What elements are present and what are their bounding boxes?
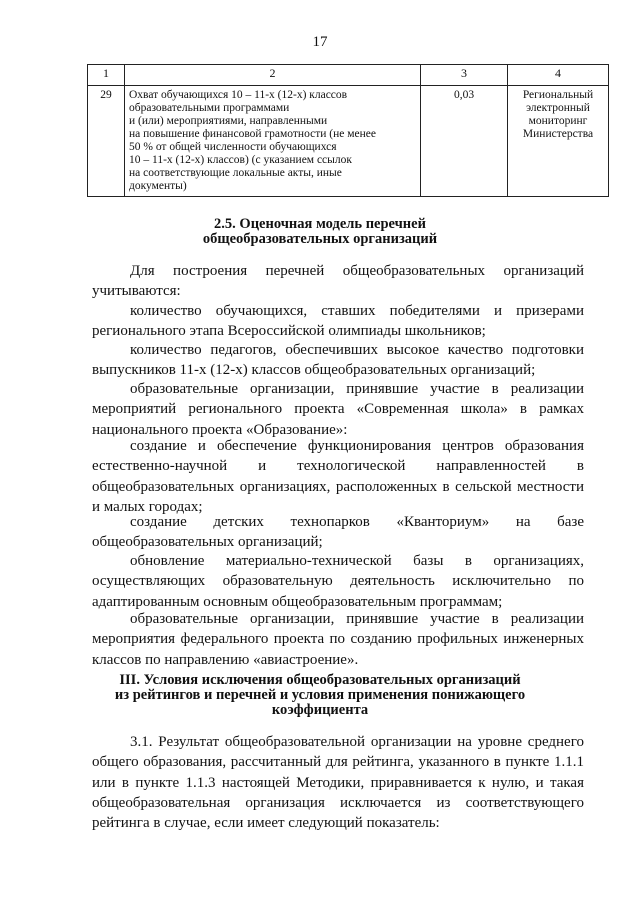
paragraph: образовательные организации, принявшие участие в реализации мероприятий регионального проекта «Современная школа» в рамках национального проекта «Образование»: [92,381,584,438]
criteria-table [87,64,609,197]
table-header-cell: 4 [508,65,609,86]
paragraph: обновление материально-технической базы в организациях, осуществляющих образовательную деятельность исключительно по адаптированным основным общеобразовательным программам; [92,553,584,610]
paragraph: образовательные организации, принявшие участие в реализации мероприятия федерального проекта по созданию профильных инженерных классов по направлению «авиастроение». [92,611,584,668]
section-3-title: III. Условия исключения общеобразовательных организаций из рейтингов и перечней и условия применения понижающего коэффициента [114,672,526,718]
paragraph: создание детских технопарков «Кванториум» на базе общеобразовательных организаций; [92,514,584,551]
row-source: Региональный электронный мониторинг Министерства [508,86,609,197]
paragraph: Для построения перечней общеобразовательных организаций учитываются: [92,263,584,300]
paragraph: создание и обеспечение функционирования центров образования естественно-научной и технологической направленностей в общеобразовательных организациях, расположенных в сельской местности и малых городах; [92,438,584,515]
table-header-row [88,65,609,86]
table-header-cell: 2 [125,65,421,86]
section-2-5-title: 2.5. Оценочная модель перечней общеобразовательных организаций [202,216,438,247]
paragraph: количество педагогов, обеспечивших высокое качество подготовки выпускников 11-х (12-х) классов общеобразовательных организаций; [92,342,584,379]
table-header-cell: 1 [88,65,125,86]
paragraph: количество обучающихся, ставших победителями и призерами регионального этапа Всероссийской олимпиады школьников; [92,303,584,340]
row-number: 29 [88,86,125,197]
row-description: Охват обучающихся 10 – 11-х (12-х) классов образовательными программами и (или) мероприятиями, направленными на повышение финансовой грамотности (не менее 50 % от общей численности обучающихся 10 – 11-х (12-х) классов) (с указанием ссылок на соответствующие локальные акты, иные документы) [125,86,421,197]
page-number: 17 [312,34,328,50]
row-value: 0,03 [421,86,508,197]
table-header-cell: 3 [421,65,508,86]
paragraph: 3.1. Результат общеобразовательной организации на уровне среднего общего образования, рассчитанный для рейтинга, указанного в пункте 1.1.1 или в пункте 1.1.3 настоящей Методики, приравнивается к нулю, и такая общеобразовательная организация исключается из соответствующего рейтинга в случае, если имеет следующий показатель: [92,734,584,832]
table-row [88,86,609,197]
